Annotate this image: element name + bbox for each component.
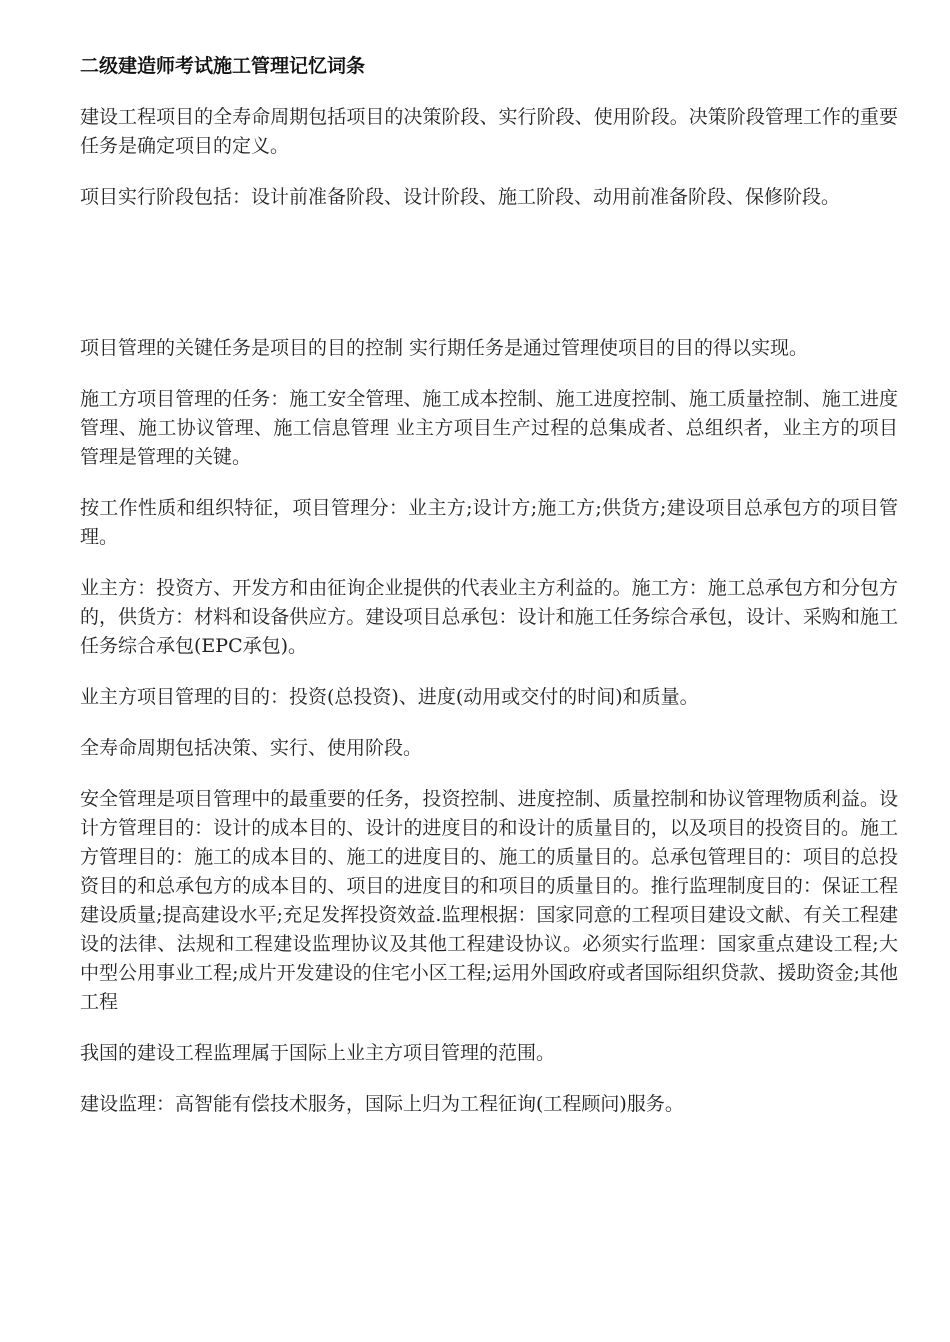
document-title: 二级建造师考试施工管理记忆词条	[80, 55, 366, 77]
paragraph-implementation-stages: 项目实行阶段包括：设计前准备阶段、设计阶段、施工阶段、动用前准备阶段、保修阶段。	[80, 186, 841, 208]
paragraph-safety-supervision: 安全管理是项目管理中的最重要的任务，投资控制、进度控制、质量控制和协议管理物质利益。设计方管理目的：设计的成本目的、设计的进度目的和设计的质量目的，以及项目的投资目的。施工方管理目的：施工的成本目的、施工的进度目的、施工的质量目的。总承包管理目的：项目的总投资目的和总承包方的成本目的、项目的进度目的和项目的质量目的。推行监理制度目的：保证工程建设质量;提高建设水平;充足发挥投资效益.监理根据：国家同意的工程项目建设文献、有关工程建设的法律、法规和工程建设监理协议及其他工程建设协议。必须实行监理：国家重点建设工程;大中型公用事业工程;成片开发建设的住宅小区工程;运用外国政府或者国际组织贷款、援助资金;其他工程	[80, 788, 898, 1013]
paragraph-key-task: 项目管理的关键任务是项目的目的控制 实行期任务是通过管理使项目的目的得以实现。	[80, 337, 809, 359]
paragraph-supervision-service: 建设监理：高智能有偿技术服务，国际上归为工程征询(工程顾问)服务。	[80, 1093, 684, 1115]
paragraph-owner-goals: 业主方项目管理的目的：投资(总投资)、进度(动用或交付的时间)和质量。	[80, 686, 699, 708]
paragraph-lifecycle-summary: 全寿命周期包括决策、实行、使用阶段。	[80, 737, 423, 759]
paragraph-parties: 业主方：投资方、开发方和由征询企业提供的代表业主方利益的。施工方：施工总承包方和分包方的，供货方：材料和设备供应方。建设项目总承包：设计和施工任务综合承包，设计、采购和施工任务综合承包(EPC承包)。	[80, 577, 898, 657]
paragraph-lifecycle: 建设工程项目的全寿命周期包括项目的决策阶段、实行阶段、使用阶段。决策阶段管理工作的重要任务是确定项目的定义。	[80, 106, 898, 157]
paragraph-supervision-scope: 我国的建设工程监理属于国际上业主方项目管理的范围。	[80, 1042, 556, 1064]
blank-gap	[80, 234, 898, 334]
document-page	[80, 52, 898, 1141]
paragraph-management-types: 按工作性质和组织特征，项目管理分：业主方;设计方;施工方;供货方;建设项目总承包方的项目管理。	[80, 497, 898, 548]
paragraph-contractor-tasks: 施工方项目管理的任务：施工安全管理、施工成本控制、施工进度控制、施工质量控制、施工进度管理、施工协议管理、施工信息管理 业主方项目生产过程的总集成者、总组织者，业主方的项目管理是管理的关键。	[80, 388, 898, 468]
